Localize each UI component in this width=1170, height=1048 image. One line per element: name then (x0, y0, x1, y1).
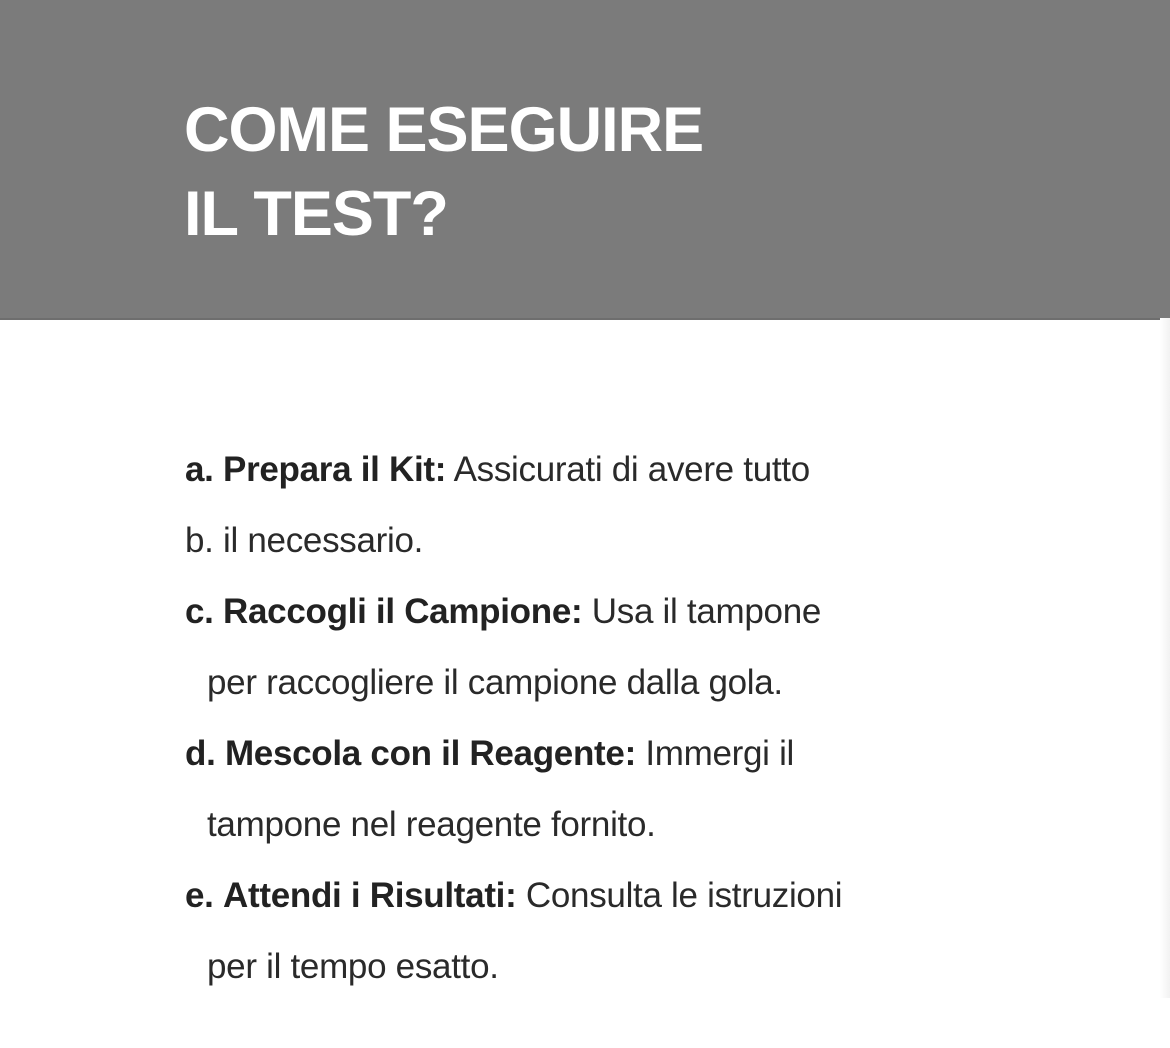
step-e-text: Consulta le istruzioni (516, 876, 843, 915)
title-line-1: COME ESEGUIRE (184, 95, 704, 165)
step-b-letter: b. (185, 521, 214, 560)
step-a-heading: Prepara il Kit: (223, 450, 447, 489)
step-e-letter: e. (185, 876, 214, 915)
step-e-continuation: per il tempo esatto. (207, 947, 499, 986)
step-b-text: il necessario. (213, 521, 424, 560)
page-title (184, 88, 703, 256)
title-line-2: IL TEST? (184, 179, 448, 249)
page-edge-shadow (1160, 318, 1170, 998)
step-c-text: Usa il tampone (582, 592, 822, 631)
step-d-text: Immergi il (635, 734, 795, 773)
step-c (185, 583, 1085, 654)
step-a-text: Assicurati di avere tutto (446, 450, 810, 489)
step-c-letter: c. (185, 592, 214, 631)
step-b (185, 512, 1085, 583)
step-d-continuation: tampone nel reagente fornito. (207, 805, 656, 844)
instruction-list (185, 441, 1085, 1009)
step-e-heading: Attendi i Risultati: (223, 876, 517, 915)
step-d (185, 725, 1085, 796)
step-a (185, 441, 1085, 512)
step-d-heading: Mescola con il Reagente: (224, 734, 636, 773)
step-a-letter: a. (185, 450, 214, 489)
step-d-letter: d. (185, 734, 216, 773)
step-c-heading: Raccogli il Campione: (223, 592, 583, 631)
header-banner (0, 0, 1170, 320)
step-e (185, 867, 1085, 938)
step-c-continuation: per raccogliere il campione dalla gola. (207, 663, 783, 702)
